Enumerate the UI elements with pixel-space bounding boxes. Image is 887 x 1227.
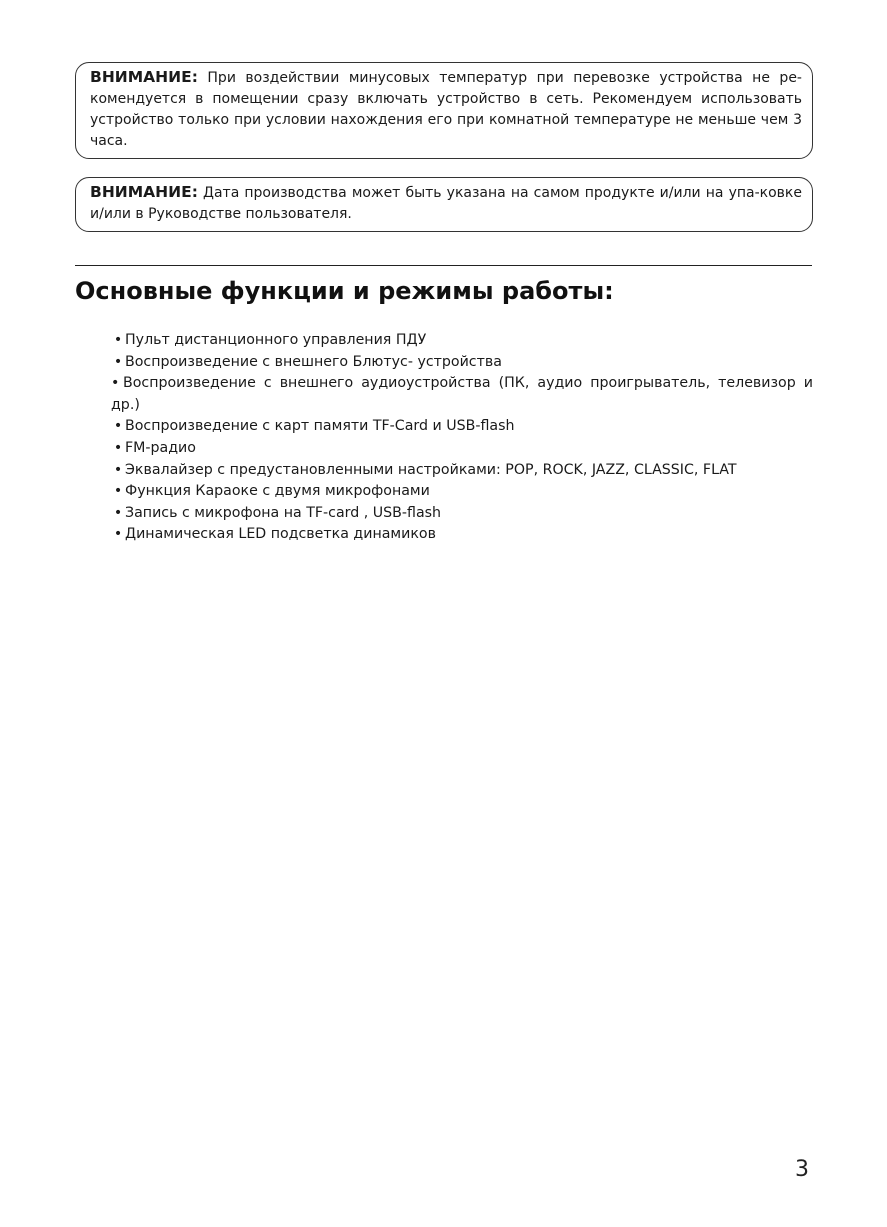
feature-text: Воспроизведение с внешнего Блютус- устройства	[125, 353, 502, 370]
feature-text: FM-радио	[125, 439, 196, 456]
bullet-icon: •	[113, 461, 123, 478]
page-number: 3	[795, 1157, 809, 1182]
feature-text: Воспроизведение с внешнего аудиоустройства (ПК, аудио проигрыватель, телевизор и др.)	[111, 375, 813, 413]
feature-item	[113, 503, 813, 525]
feature-text: Воспроизведение с карт памяти TF-Card и USB-flash	[125, 418, 515, 435]
warning-label: ВНИМАНИЕ:	[90, 68, 198, 86]
feature-text: Динамическая LED подсветка динамиков	[125, 526, 436, 543]
feature-item	[113, 352, 813, 374]
feature-text: Запись с микрофона на TF-card , USB-flash	[125, 504, 442, 521]
bullet-icon: •	[113, 439, 123, 456]
bullet-icon: •	[113, 353, 123, 370]
warning-notice-production-date	[75, 177, 813, 232]
section-divider	[75, 265, 812, 266]
feature-text: Пульт дистанционного управления ПДУ	[125, 332, 427, 348]
warning-text: При воздействии минусовых температур при перевозке устройства не ре-комендуется в помещении сразу включать устройство в сеть. Рекомендуем использовать устройство только при условии нахождения его при комнатной температуре не меньше чем 3 часа.	[90, 70, 802, 149]
feature-text: Эквалайзер с предустановленными настройками: POP, ROCK, JAZZ, CLASSIC, FLAT	[125, 461, 737, 478]
feature-item	[113, 416, 813, 438]
feature-item	[111, 373, 813, 416]
bullet-icon: •	[113, 504, 123, 521]
bullet-icon: •	[113, 526, 123, 543]
bullet-icon: •	[113, 418, 123, 435]
warning-notice-transport	[75, 62, 813, 159]
feature-item	[113, 481, 813, 503]
section-title: Основные функции и режимы работы:	[75, 277, 614, 305]
warning-label: ВНИМАНИЕ:	[90, 183, 198, 201]
feature-list	[113, 330, 813, 546]
feature-item	[113, 460, 813, 482]
bullet-icon: •	[113, 483, 123, 500]
feature-item	[113, 330, 813, 352]
feature-item	[113, 438, 813, 460]
feature-text: Функция Караоке с двумя микрофонами	[125, 483, 430, 500]
bullet-icon: •	[111, 375, 120, 392]
bullet-icon: •	[113, 332, 123, 348]
feature-item	[113, 524, 813, 546]
warning-text: Дата производства может быть указана на самом продукте и/или на упа-ковке и/или в Руководстве пользователя.	[90, 185, 802, 222]
